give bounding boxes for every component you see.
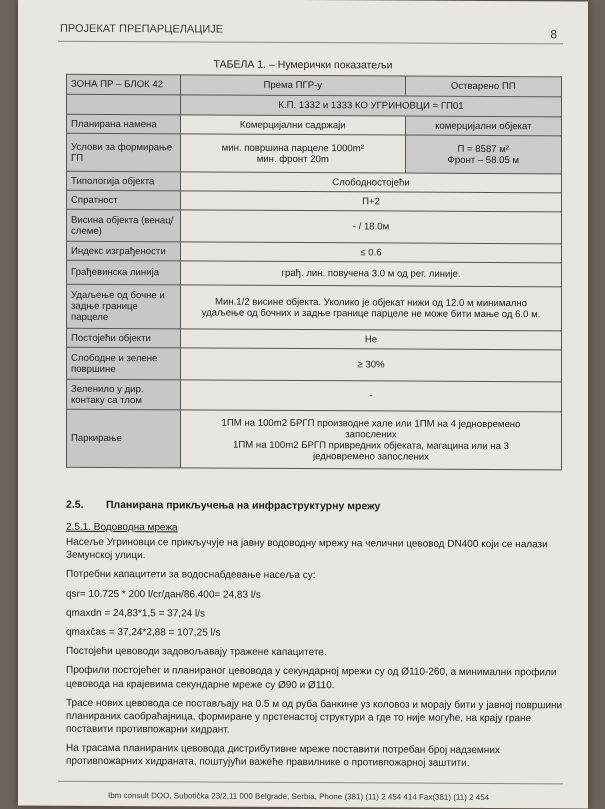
table-row: Индекс изграђености ≤ 0.6: [67, 241, 562, 263]
section-content: [66, 499, 566, 777]
parcels-cell: К.П. 1332 и 1333 КО УГРИНОВЦИ = ГП01: [181, 95, 562, 117]
table-row: Постојећи објекти Не: [67, 328, 562, 350]
header-title: ПРОЈЕКАТ ПРЕПАРЦЕЛАЦИЈЕ: [60, 22, 224, 36]
subsection-heading: 2.5.1. Водоводна мрежа: [66, 521, 178, 534]
paragraph: На трасама планираних цевовода дистрибутивне мреже поставити потребан број надземних противпожарних хидраната, поштујући важеће правилнике о противпожарној заштити.: [66, 743, 500, 770]
table-row: Паркирање 1ПМ на 100m2 БРГП производне хале или 1ПМ на 4 једновремено запослених 1ПМ на 100m2 БРГП привредних објеката, магацина или на 3 једновремено запослених: [67, 409, 562, 470]
paragraph: Насеље Угриновци се прикључује на јавну водоводну мрежу на челични цевовод DN400 који се налази Земунској улици.: [66, 536, 548, 562]
table-row: Спратност П+2: [67, 190, 562, 212]
table-caption: ТАБЕЛА 1. – Нумерички показатељи: [213, 58, 393, 72]
col-pp-header: Остварено ПП: [405, 76, 561, 97]
paragraph: Профили постојећег и планираног цевовода у секундарној мрежи су од Ø110-260, а минимални профили цевовода на крајевима секундарне мреже су Ø90 и Ø110.: [66, 665, 557, 691]
section-heading: 2.5. Планирана прикључења на инфраструктурну мрежу: [66, 498, 381, 513]
formula: qmaxdn = 24,83*1,5 = 37,24 l/s: [66, 607, 205, 620]
table-row: Висина објекта (венац/слеме) - / 18.0м: [67, 209, 562, 244]
formula: qmaxčas = 37,24*2,88 = 107,25 l/s: [66, 626, 221, 639]
table-row: Услови за формирање ГП мин. површина парцеле 1000m² мин. фронт 20m П = 8587 м² Фронт – 58.05 м: [67, 133, 562, 174]
page-number: 8: [550, 27, 557, 42]
table-row: Планирана намена Комерцијални садржаји комерцијални објекат: [67, 114, 562, 136]
footer-divider: [58, 781, 563, 785]
paragraph: Постојећи цевоводи задовољавају тражене капацитете.: [66, 645, 327, 659]
paragraph: Потребни капацитети за водоснабдевање насеља су:: [66, 569, 316, 582]
formula: qsr= 10.725 * 200 l/cr/дан/86.400= 24,83 l/s: [66, 588, 261, 601]
table-row: Удаљење од бочне и задње границе парцеле Мин.1/2 висине објекта. Уколико је објекат нижи од 12.0 м минимално удаљење од бочних и задње границе парцеле не може бити мање од 6.0 м.: [67, 284, 562, 331]
numeric-indicators-table: [66, 74, 562, 471]
table-row: Грађевинска линија грађ. лин. повучена 3.0 м од рег. линије.: [67, 260, 562, 287]
zone-cell: ЗОНА ПР – БЛОК 42: [67, 74, 181, 95]
table-header-row: [67, 74, 562, 97]
table-row: Зеленило у дир. контаку са тлом -: [67, 379, 562, 412]
paragraph: Трасе нових цевовода се постављају на 0.5 м од руба банкине уз коловоз и морају бити у јавној површини планираних саобраћајница, формиране у прстенастој структури а где то није могуће, на крају гране поставити противпожарни хидрант.: [66, 697, 563, 736]
table-row: Типологија објекта Слободностојећи: [67, 171, 562, 193]
table-row: [67, 94, 562, 117]
page-footer: Ibm consult DOO, Subotička 23/2,11 000 Belgrade, Serbia, Phone (381) (11) 2 454 414 Fax(381) (11) 2 454: [108, 790, 490, 802]
page-header: [58, 19, 563, 45]
table-row: Слободне и зелене површине ≥ 30%: [67, 347, 562, 382]
col-pgr-header: Према ПГР-у: [181, 75, 406, 96]
document-page: [18, 0, 588, 808]
